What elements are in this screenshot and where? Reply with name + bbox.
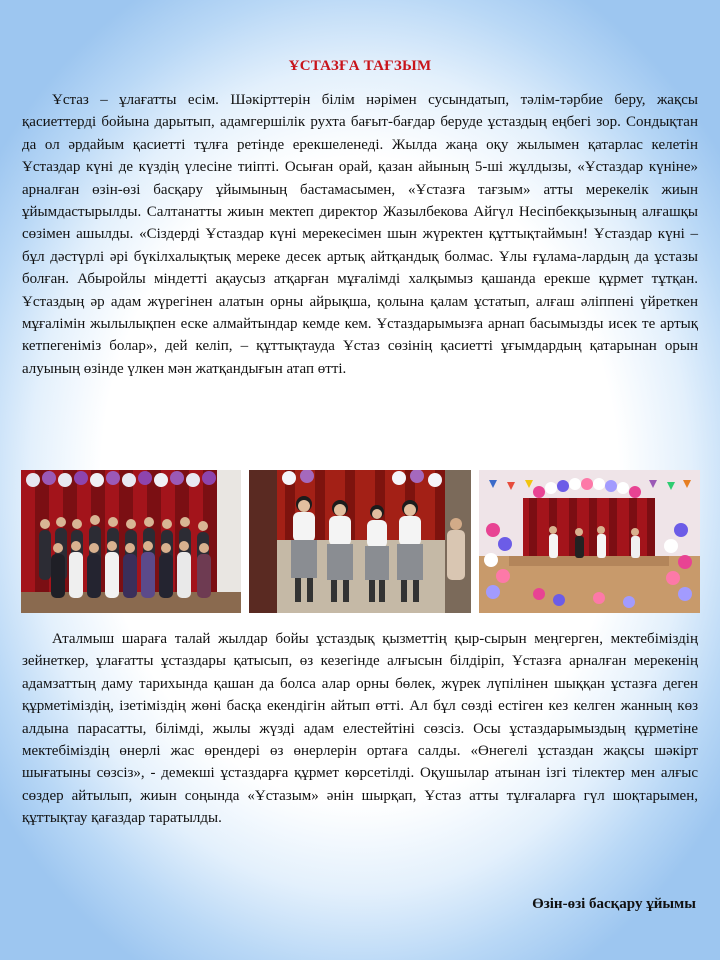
- group-photo: [21, 470, 241, 613]
- photo-strip: [0, 470, 720, 615]
- singing-performance-photo: [249, 470, 471, 613]
- signature: Өзін-өзі басқару ұйымы: [532, 896, 696, 912]
- article-paragraph-1: Ұстаз – ұлағатты есім. Шәкірттерін білім нәрімен сусындатып, тәлім-тәрбие беру, жақсы қасиеттерді бойына дарытып, адамгершілік рухта бағыт-бағдар беруде ұстаздың еңбегі зор. Сондықтан да ол әрдайым қасиетті тұлға ретінде ерекшеленеді. Жылда жаңа оқу жылымен қатарлас келетін Ұстаздар күні де күздің үлесіне тиіпті. Осыған орай, қазан айының 5-ші жұлдызы, «Ұстаздар күніне» арналған өзін-өзі басқару ұйымының бастамасымен, «Ұстазға тағзым» атты мерекелік жиын ұйымдастырылды. Салтанатты жиын мектеп директор Жазылбекова Айгүл Несіпбекқызының алғашқы сөзімен ашылды. «Сіздерді Ұстаздар күні мерекесімен шын жүректен құттықтаймын! Ұстаздар күні – бұл дәстүрлі әрі бүкілхалықтық мереке десек артық айтқандық болмас. Ұлы ғұлама-лардың да ұстазы болған. Абыройлы міндетті ақаусыз атқарған мұғалімді халқымыз қашанда ерекше құрмет тұтқан. Ұстаздың әр адам жүрегінен алатын орны айрықша, қолына қалам ұстатып, алғаш әліппені үйреткен мұғалімін жылылықпен еске алмайтындар кемде кем. Ұстаздарымызға арнап басымызды исек те артық кетпегеніміз болар», дей келіп, – құттықтауда Ұстаз сөзінің қасиетті ұғымдардың қатарынан орын алуының өзінде үлкен мән жатқандығын атап өтті.: [22, 92, 698, 377]
- article-paragraph-2: Аталмыш шараға талай жылдар бойы ұстаздық қызметтің қыр-сырын меңгерген, мектебіміздің зейнеткер, ұлағатты ұстаздары қатысып, өз кезегінде алғысын білдіріп, Ұстазға арналған мерекенің адамзаттың даму тарихында қашан да болса алар орны бөлек, жүрек лүпілінен шыққан ұстазға деген құрметіміздің, ізетіміздің жөні басқа екендігін айтып өтті. Ал бұл сөзді естіген кез келген жанның көз алдына парасатты, білімді, жылы жүзді адам елестейтіні сөзсіз. Осы ұстаздарымыздың құрметіне мектебіміздің өнерлі жас өрендері өз өнерлерін ортаға салды. «Өнегелі ұстаздан жақсы шәкірт шығатыны сөзсіз», - демекші ұстаздарға құрмет көрсетілді. Оқушылар атынан ізгі тілектер мен алғыс сөздер айтылып, жиын соңында «Ұстазым» әнін шырқап, Ұстаз атты тұлғаларға гүл шоқтарымен, құттықтау қағаздар таратылды.: [22, 631, 698, 827]
- stage-wide-photo: [479, 470, 700, 613]
- page-title: ҰСТАЗҒА ТАҒЗЫМ: [288, 58, 432, 74]
